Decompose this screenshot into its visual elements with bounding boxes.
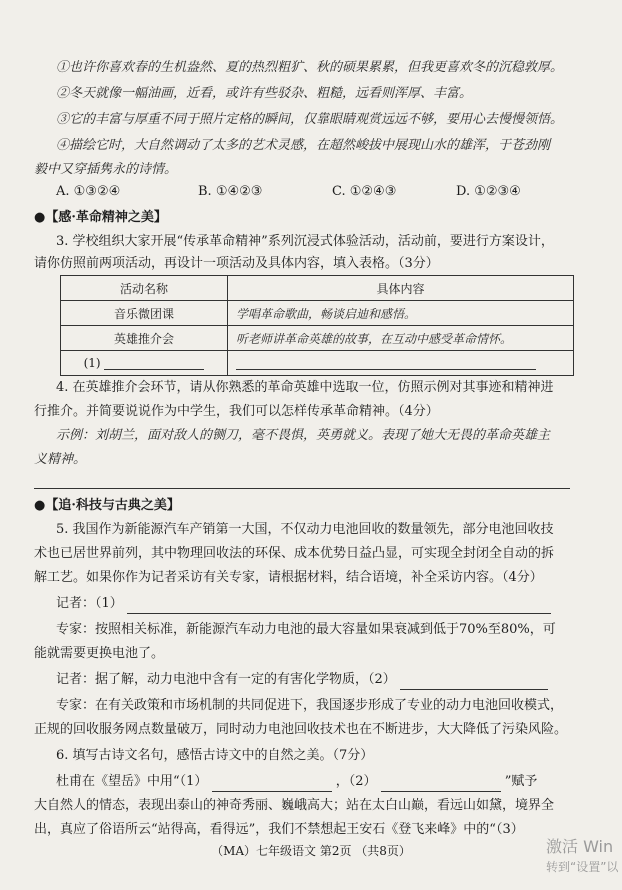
q6-line1-part: ，（2） — [335, 774, 377, 789]
section-header-gan: ●【感·革命精神之美】 — [34, 210, 167, 225]
q2-sentence-1: ①也许你喜欢春的生机盎然、夏的热烈粗犷、秋的硕果累累，但我更喜欢冬的沉稳敦厚。 — [56, 60, 564, 75]
table-header-row — [61, 276, 574, 301]
table-cell — [228, 351, 574, 376]
table-header-cell: 活动名称 — [61, 276, 228, 301]
q5-reporter-line2 — [56, 670, 548, 690]
q5-prompt-line3: 解工艺。如果你作为记者采访有关专家，请根据材料，结合语境，补全采访内容。（4分） — [34, 570, 543, 585]
q5-prompt-line2: 术也已居世界前列，其中物理回收法的环保、成本优势日益凸显，可实现全封闭全自动的拆 — [34, 546, 555, 561]
table-cell — [61, 351, 228, 376]
q6-line2: 大自然人的情态，表现出泰山的神奇秀丽、巍峨高大；站在太白山巅，看远山如黛，境界全 — [34, 798, 555, 813]
table-cell: 学唱革命歌曲，畅谈启迪和感悟。 — [228, 301, 574, 326]
q5-reporter-line1 — [56, 594, 551, 614]
q5-prompt-line1: 5. 我国作为新能源汽车产销第一大国，不仅动力电池回收的数量领先，部分电池回收技 — [56, 522, 554, 537]
answer-blank[interactable] — [127, 613, 551, 614]
q2-choice-d: D. ①②③④ — [456, 184, 521, 199]
answer-blank[interactable] — [400, 689, 548, 690]
q4-example-line2: 义精神。 — [34, 452, 87, 467]
q2-sentence-4-cont: 毅中又穿插隽永的诗情。 — [34, 162, 178, 177]
q6-line1-part: 杜甫在《望岳》中用“（1） — [56, 774, 208, 789]
table-row — [61, 301, 574, 326]
answer-blank[interactable] — [381, 791, 501, 792]
blank-label: (1) — [83, 356, 101, 370]
answer-blank[interactable] — [236, 369, 536, 370]
section-header-zhui: ●【追·科技与古典之美】 — [34, 498, 180, 513]
table-row — [61, 326, 574, 351]
reporter-label: 记者：（1） — [56, 596, 123, 611]
answer-blank[interactable] — [212, 791, 332, 792]
q6-line1 — [56, 772, 537, 792]
q5-expert-line1: 专家：按照相关标准，新能源汽车动力电池的最大容量如果衰减到低于70%至80%，可 — [56, 622, 556, 637]
q5-expert-line4: 正规的回收服务网点数量破万，同时动力电池回收技术也在不断进步，大大降低了污染风险。 — [34, 722, 568, 737]
q2-sentence-4: ④描绘它时，大自然调动了太多的艺术灵感，在超然峻拔中展现山水的雄浑，于苍劲刚 — [56, 138, 551, 153]
table-cell: 音乐微团课 — [61, 301, 228, 326]
table-row-answer — [61, 351, 574, 376]
q4-prompt-line1: 4. 在英雄推介会环节，请从你熟悉的革命英雄中选取一位，仿照示例对其事迹和精神进 — [56, 380, 554, 395]
activity-table — [60, 275, 574, 376]
q6-title: 6. 填写古诗文名句，感悟古诗文中的自然之美。（7分） — [56, 748, 374, 763]
q6-line1-part: ”赋予 — [504, 774, 538, 789]
q4-example-line1: 示例：刘胡兰，面对敌人的铡刀，毫不畏惧，英勇就义。表现了她大无畏的革命英雄主 — [56, 428, 551, 443]
answer-line[interactable] — [34, 488, 570, 489]
q3-prompt-line1: 3. 学校组织大家开展“传承革命精神”系列沉浸式体验活动，活动前，要进行方案设计， — [56, 234, 554, 249]
q2-choice-c: C. ①②④③ — [332, 184, 397, 199]
table-header-cell: 具体内容 — [228, 276, 574, 301]
q3-prompt-line2: 请你仿照前两项活动，再设计一项活动及具体内容，填入表格。（3分） — [34, 256, 439, 271]
q2-choice-a: A. ①③②④ — [56, 184, 121, 199]
q2-sentence-2: ②冬天就像一幅油画，近看，或许有些驳杂、粗糙，远看则浑厚、丰富。 — [56, 86, 473, 101]
q4-prompt-line2: 行推介。并简要说说作为中学生，我们可以怎样传承革命精神。（4分） — [34, 404, 439, 419]
q2-sentence-3: ③它的丰富与厚重不同于照片定格的瞬间，仅靠眼睛观赏远远不够，要用心去慢慢领悟。 — [56, 112, 564, 127]
q6-line3: 出，真应了俗语所云“站得高，看得远”，我们不禁想起王安石《登飞来峰》中的“（3） — [34, 822, 524, 837]
answer-blank[interactable] — [104, 369, 204, 370]
reporter-label: 记者：据了解，动力电池中含有一定的有害化学物质，（2） — [56, 672, 396, 687]
q2-choice-b: B. ①④②③ — [198, 184, 263, 199]
page-footer: （MA）七年级语文 第2页 （共8页） — [211, 844, 411, 858]
windows-activation-watermark-sub: 转到“设置”以 — [546, 860, 619, 874]
windows-activation-watermark: 激活 Win — [546, 837, 614, 856]
q5-expert-line3: 专家：在有关政策和市场机制的共同促进下，我国逐步形成了专业的动力电池回收模式， — [56, 698, 564, 713]
q5-expert-line2: 能就需要更换电池了。 — [34, 646, 165, 661]
table-cell: 英雄推介会 — [61, 326, 228, 351]
table-cell: 听老师讲革命英雄的故事，在互动中感受革命情怀。 — [228, 326, 574, 351]
